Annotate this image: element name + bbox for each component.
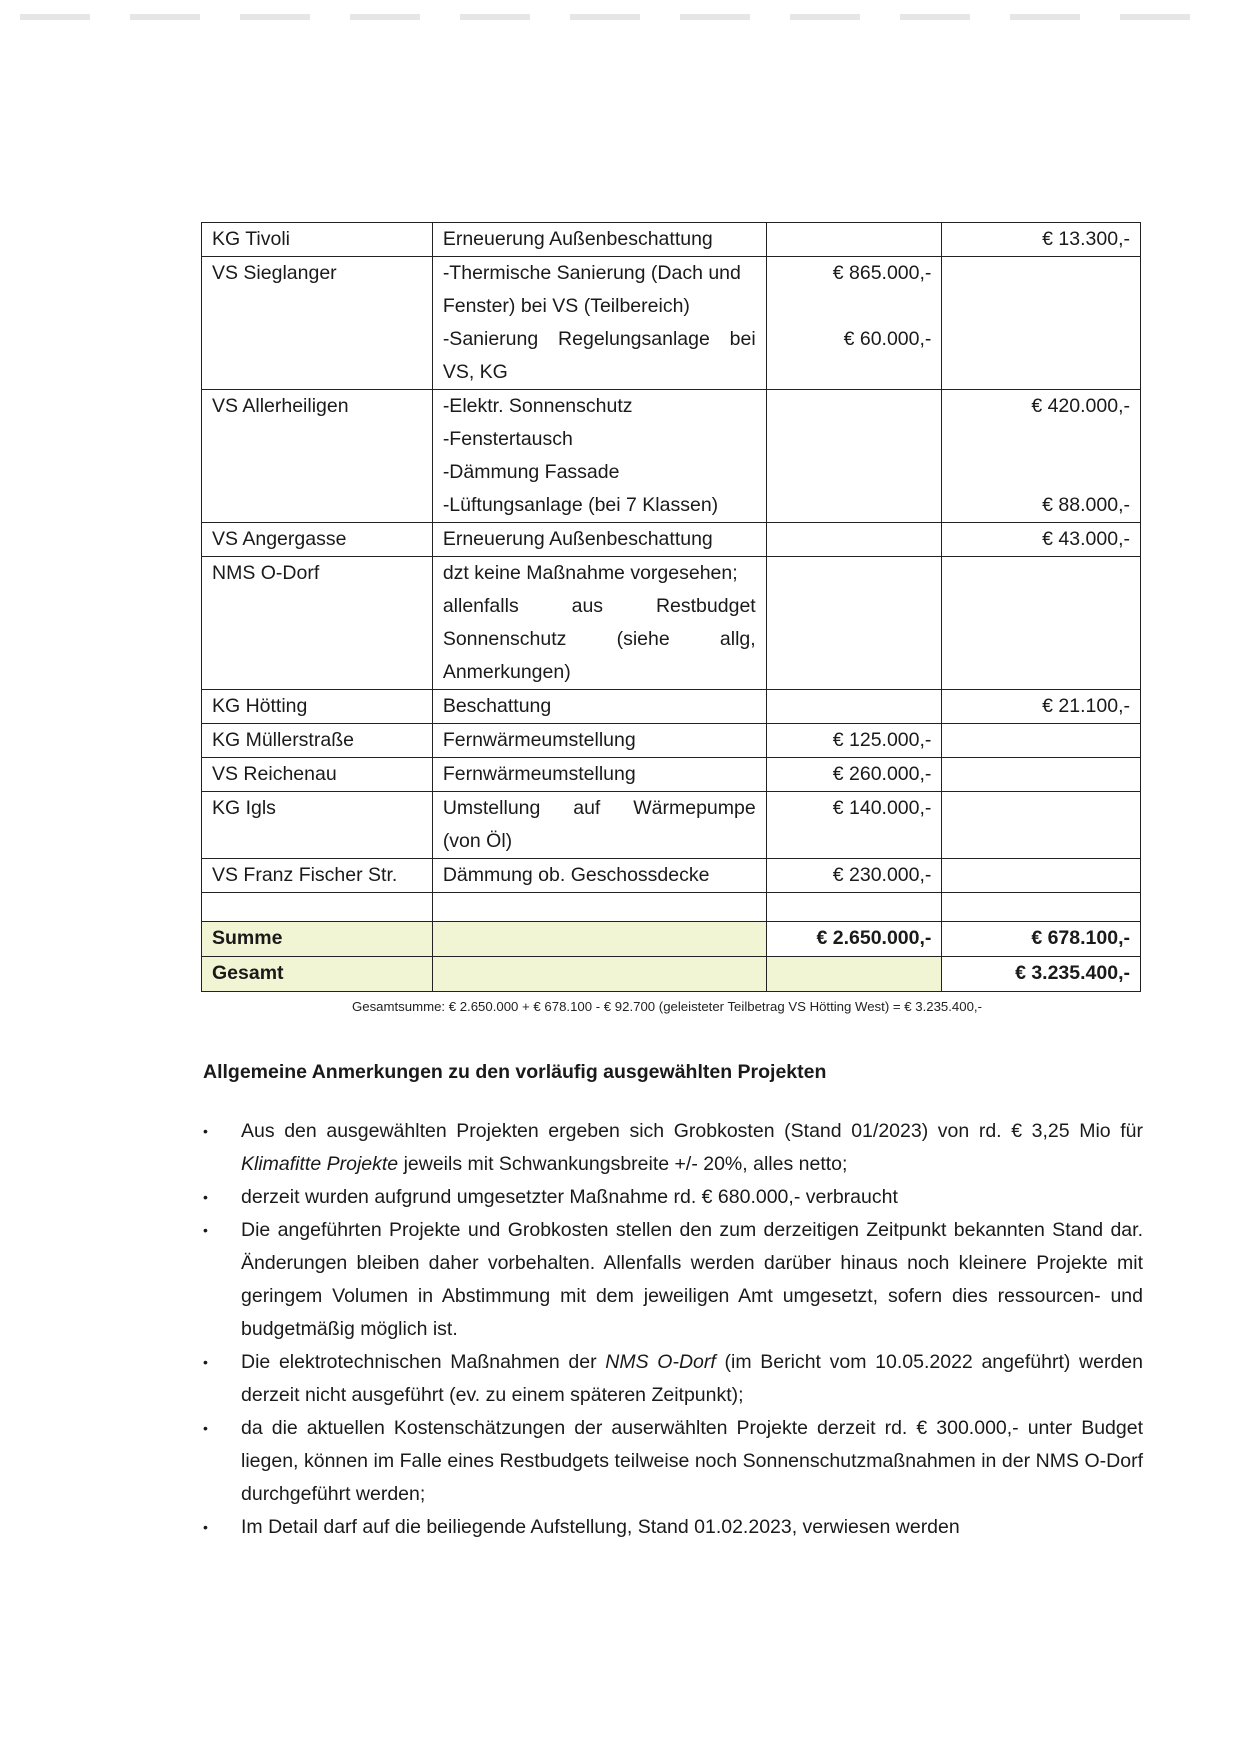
- investment-cost-cell: [766, 557, 942, 690]
- measure-cell: [432, 557, 766, 690]
- shading-cost-cell: [942, 257, 1141, 390]
- gesamt-label-line: Gesamt: [212, 962, 284, 984]
- measure-cell: [432, 859, 766, 893]
- shading-cost-cell-line: [952, 557, 1130, 590]
- measure-cell: [432, 758, 766, 792]
- shading-cost-cell-line: [952, 724, 1130, 757]
- investment-cost-cell-line: [777, 223, 932, 256]
- shading-cost-cell-line: € 13.300,-: [1042, 228, 1130, 250]
- measure-cell-line: (von Öl): [442, 830, 513, 852]
- shading-cost-cell: [942, 557, 1141, 690]
- remark-segment: (im Bericht vom 10.05.2022 angeführt) werden derzeit nicht ausgeführt (ev. zu einem späteren Zeitpunkt);: [241, 1351, 1143, 1406]
- investment-cost-cell: [766, 523, 942, 557]
- table-row: [202, 859, 1141, 893]
- bullet-icon: •: [203, 1189, 208, 1205]
- location-cell: [202, 792, 433, 859]
- table-row: [202, 523, 1141, 557]
- gesamt-empty-2-line: [777, 957, 932, 990]
- table-row: [202, 257, 1141, 390]
- remark-item: [203, 1511, 1143, 1544]
- investment-cost-cell: [766, 690, 942, 724]
- measure-cell: [432, 223, 766, 257]
- investment-cost-cell: [766, 257, 942, 390]
- investment-cost-cell-line: [777, 523, 932, 556]
- shading-cost-cell-line: [952, 456, 1130, 489]
- shading-cost-cell-line: [952, 423, 1130, 456]
- measure-cell: [432, 724, 766, 758]
- shading-cost-cell: [942, 859, 1141, 893]
- location-cell-line: KG Hötting: [212, 695, 308, 717]
- shading-cost-cell-line: [952, 257, 1130, 290]
- shading-cost-cell: [942, 690, 1141, 724]
- measure-cell-line: Erneuerung Außenbeschattung: [442, 528, 713, 550]
- measure-cell-line: -Elektr. Sonnenschutz: [442, 395, 633, 417]
- shading-cost-cell-line: [952, 758, 1130, 791]
- summe-row: [202, 922, 1141, 957]
- gesamt-empty: [432, 957, 766, 992]
- location-cell: [202, 758, 433, 792]
- empty-cell: [432, 893, 766, 922]
- remark-text: [241, 1115, 1143, 1181]
- investment-cost-cell: [766, 390, 942, 523]
- empty-cell: [766, 893, 942, 922]
- empty-row: [202, 893, 1141, 922]
- investment-cost-cell: [766, 724, 942, 758]
- remark-item: [203, 1214, 1143, 1346]
- measure-cell-line: Fernwärmeumstellung: [442, 763, 636, 785]
- scan-artifact: [20, 14, 1220, 20]
- location-cell-line: NMS O-Dorf: [212, 562, 320, 584]
- investment-cost-cell-line: [777, 390, 932, 423]
- summe-investment-total: [766, 922, 942, 957]
- measure-cell-line: Sonnenschutz (siehe allg,: [442, 628, 756, 650]
- summe-investment-total-line: € 2.650.000,-: [816, 927, 932, 949]
- shading-cost-cell-line: € 43.000,-: [1042, 528, 1130, 550]
- table-row: [202, 223, 1141, 257]
- location-cell-line: KG Igls: [212, 797, 276, 819]
- investment-cost-cell: [766, 792, 942, 859]
- bullet-icon: •: [203, 1519, 208, 1535]
- investment-cost-cell-line: [777, 690, 932, 723]
- measure-cell: [432, 792, 766, 859]
- investment-cost-cell: [766, 758, 942, 792]
- table-row: [202, 758, 1141, 792]
- measure-cell: [432, 690, 766, 724]
- bullet-icon: •: [203, 1420, 208, 1436]
- remark-item: [203, 1181, 1143, 1214]
- measure-cell-line: Fernwärmeumstellung: [442, 729, 636, 751]
- location-cell: [202, 257, 433, 390]
- measure-cell: [432, 523, 766, 557]
- location-cell: [202, 859, 433, 893]
- investment-cost-cell-line: [777, 356, 932, 389]
- measure-cell-line: -Thermische Sanierung (Dach und: [442, 262, 741, 284]
- location-cell-line: VS Franz Fischer Str.: [212, 864, 398, 886]
- gesamt-empty-2: [766, 957, 942, 992]
- location-cell: [202, 724, 433, 758]
- remark-text: [241, 1214, 1143, 1346]
- measure-cell-line: Dämmung ob. Geschossdecke: [442, 864, 710, 886]
- shading-cost-cell-line: € 420.000,-: [1031, 395, 1130, 417]
- cost-table: [201, 222, 1141, 992]
- gesamt-row: [202, 957, 1141, 992]
- remark-text: [241, 1181, 1143, 1214]
- location-cell-line: VS Reichenau: [212, 763, 337, 785]
- shading-cost-cell: [942, 523, 1141, 557]
- summe-shading-total-line: € 678.100,-: [1031, 927, 1130, 949]
- table-row: [202, 724, 1141, 758]
- remark-text: [241, 1511, 1143, 1544]
- cost-table-body: [202, 223, 1141, 992]
- measure-cell-line: Umstellung auf Wärmepumpe: [442, 797, 756, 819]
- investment-cost-cell-line: € 865.000,-: [832, 262, 932, 284]
- remark-text: [241, 1412, 1143, 1511]
- measure-cell-line: allenfalls aus Restbudget: [442, 595, 756, 617]
- measure-cell-line: dzt keine Maßnahme vorgesehen;: [442, 562, 738, 584]
- shading-cost-cell: [942, 792, 1141, 859]
- bullet-icon: •: [203, 1123, 208, 1139]
- measure-cell-line: VS, KG: [442, 361, 508, 383]
- shading-cost-cell: [942, 724, 1141, 758]
- table-row: [202, 557, 1141, 690]
- gesamt-total-line: € 3.235.400,-: [1015, 962, 1130, 984]
- remark-segment: da die aktuellen Kostenschätzungen der auserwählten Projekte derzeit rd. € 300.000,- unter Budget liegen, können im Falle eines Restbudgets teilweise noch Sonnenschutzmaßnahmen in der NMS O-Dorf durchgeführt werden;: [241, 1417, 1143, 1505]
- summe-empty: [432, 922, 766, 957]
- summe-empty-line: [443, 922, 756, 955]
- measure-cell-line: Anmerkungen): [442, 661, 571, 683]
- location-cell-line: VS Angergasse: [212, 528, 347, 550]
- shading-cost-cell-line: € 88.000,-: [1042, 494, 1130, 516]
- shading-cost-cell: [942, 758, 1141, 792]
- gesamt-empty-line: [443, 957, 756, 990]
- investment-cost-cell-line: [777, 557, 932, 590]
- remark-text: [241, 1346, 1143, 1412]
- location-cell: [202, 557, 433, 690]
- summe-shading-total: [942, 922, 1141, 957]
- measure-cell-line: -Dämmung Fassade: [442, 461, 620, 483]
- location-cell-line: KG Tivoli: [212, 228, 291, 250]
- investment-cost-cell-line: € 125.000,-: [832, 729, 932, 751]
- measure-cell-line: -Sanierung Regelungsanlage bei: [442, 328, 756, 350]
- remark-segment: derzeit wurden aufgrund umgesetzter Maßnahme rd. € 680.000,- verbraucht: [241, 1186, 898, 1208]
- location-cell-line: KG Müllerstraße: [212, 729, 354, 751]
- gesamt-total: [942, 957, 1141, 992]
- measure-cell: [432, 257, 766, 390]
- remark-segment: Aus den ausgewählten Projekten ergeben sich Grobkosten (Stand 01/2023) von rd. € 3,25 Mio für: [241, 1120, 1143, 1142]
- investment-cost-cell-line: € 260.000,-: [832, 763, 932, 785]
- investment-cost-cell: [766, 223, 942, 257]
- remark-segment: Die elektrotechnischen Maßnahmen der: [241, 1351, 606, 1373]
- table-row: [202, 792, 1141, 859]
- total-calculation-note: Gesamtsumme: € 2.650.000 + € 678.100 - € 92.700 (geleisteter Teilbetrag VS Hötting West) = € 3.235.400,-: [352, 999, 982, 1014]
- investment-cost-cell: [766, 859, 942, 893]
- summe-label-line: Summe: [212, 927, 283, 949]
- remark-item: [203, 1115, 1143, 1181]
- remark-segment: Im Detail darf auf die beiliegende Aufstellung, Stand 01.02.2023, verwiesen werden: [241, 1516, 960, 1538]
- remarks-list: [203, 1115, 1143, 1544]
- measure-cell: [432, 390, 766, 523]
- remark-emphasis: NMS O-Dorf: [605, 1351, 716, 1373]
- shading-cost-cell: [942, 390, 1141, 523]
- remark-item: [203, 1346, 1143, 1412]
- location-cell: [202, 223, 433, 257]
- bullet-icon: •: [203, 1354, 208, 1370]
- summe-label: [202, 922, 433, 957]
- empty-cell: [202, 893, 433, 922]
- shading-cost-cell-line: € 21.100,-: [1042, 695, 1130, 717]
- remarks-heading: Allgemeine Anmerkungen zu den vorläufig ausgewählten Projekten: [203, 1061, 827, 1083]
- remark-emphasis: Klimafitte Projekte: [241, 1153, 399, 1175]
- remark-item: [203, 1412, 1143, 1511]
- measure-cell-line: -Lüftungsanlage (bei 7 Klassen): [442, 494, 719, 516]
- measure-cell-line: Fenster) bei VS (Teilbereich): [442, 295, 690, 317]
- investment-cost-cell-line: € 60.000,-: [843, 328, 932, 350]
- remark-segment: Die angeführten Projekte und Grobkosten stellen den zum derzeitigen Zeitpunkt bekannten Stand dar. Änderungen bleiben daher vorbehalten. Allenfalls werden darüber hinaus noch kleinere Projekte mit geringem Volumen in Abstimmung mit dem jeweiligen Amt umgesetzt, sofern dies ressourcen- und budgetmäßig möglich ist.: [241, 1219, 1143, 1340]
- investment-cost-cell-line: € 230.000,-: [832, 864, 932, 886]
- remark-segment: jeweils mit Schwankungsbreite +/- 20%, alles netto;: [398, 1153, 848, 1175]
- location-cell: [202, 523, 433, 557]
- measure-cell-line: Beschattung: [442, 695, 552, 717]
- location-cell: [202, 390, 433, 523]
- measure-cell-line: Erneuerung Außenbeschattung: [442, 228, 713, 250]
- shading-cost-cell-line: [952, 792, 1130, 825]
- location-cell-line: VS Allerheiligen: [212, 395, 349, 417]
- investment-cost-cell-line: [777, 290, 932, 323]
- location-cell: [202, 690, 433, 724]
- shading-cost-cell-line: [952, 859, 1130, 892]
- shading-cost-cell: [942, 223, 1141, 257]
- table-row: [202, 390, 1141, 523]
- measure-cell-line: -Fenstertausch: [442, 428, 573, 450]
- bullet-icon: •: [203, 1222, 208, 1238]
- empty-cell: [942, 893, 1141, 922]
- table-row: [202, 690, 1141, 724]
- location-cell-line: VS Sieglanger: [212, 262, 337, 284]
- gesamt-label: [202, 957, 433, 992]
- investment-cost-cell-line: € 140.000,-: [832, 797, 932, 819]
